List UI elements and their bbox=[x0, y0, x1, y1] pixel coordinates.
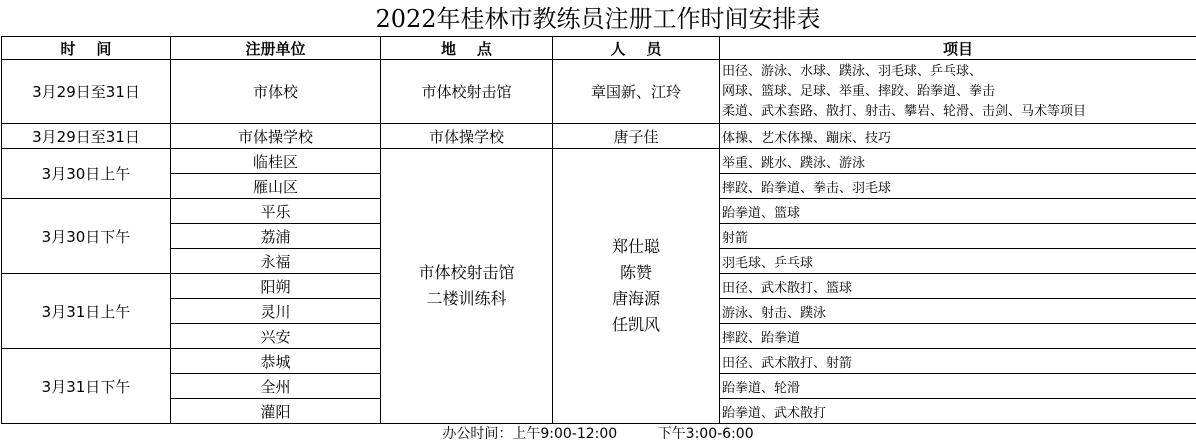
table-row bbox=[2, 149, 1196, 174]
location-cell: 市体操学校 bbox=[381, 124, 553, 149]
items-cell: 射箭 bbox=[720, 224, 1196, 249]
header-time: 时 间 bbox=[2, 37, 171, 60]
items-cell bbox=[720, 60, 1196, 124]
header-people: 人 员 bbox=[553, 37, 720, 60]
unit-cell: 临桂区 bbox=[171, 149, 381, 174]
items-cell: 跆拳道、篮球 bbox=[720, 199, 1196, 224]
people-cell: 章国新、江玲 bbox=[553, 60, 720, 124]
office-hours-morning: 办公时间：上午9:00-12:00 bbox=[442, 426, 618, 442]
person-name: 唐海源 bbox=[611, 289, 660, 308]
table-row bbox=[2, 60, 1196, 124]
unit-cell: 兴安 bbox=[171, 324, 381, 349]
person-name: 陈赞 bbox=[619, 263, 652, 282]
header-items: 项目 bbox=[720, 37, 1196, 60]
unit-cell: 平乐 bbox=[171, 199, 381, 224]
unit-cell: 恭城 bbox=[171, 349, 381, 374]
items-line: 柔道、武术套路、散打、射击、攀岩、轮滑、击剑、马术等项目 bbox=[722, 103, 1087, 119]
items-line: 田径、游泳、水球、蹼泳、羽毛球、乒乓球、 bbox=[722, 63, 983, 79]
shared-people-cell bbox=[553, 149, 720, 424]
table-row bbox=[2, 124, 1196, 149]
time-cell: 3月31日上午 bbox=[2, 274, 171, 349]
person-name: 郑仕聪 bbox=[611, 237, 660, 256]
items-cell: 举重、跳水、蹼泳、游泳 bbox=[720, 149, 1196, 174]
shared-location-cell bbox=[381, 149, 553, 424]
items-cell: 田径、武术散打、篮球 bbox=[720, 274, 1196, 299]
items-cell: 体操、艺术体操、蹦床、技巧 bbox=[720, 124, 1196, 149]
time-cell: 3月29日至31日 bbox=[2, 124, 171, 149]
unit-cell: 全州 bbox=[171, 374, 381, 399]
unit-cell: 市体校 bbox=[171, 60, 381, 124]
people-cell: 唐子佳 bbox=[553, 124, 720, 149]
unit-cell: 灵川 bbox=[171, 299, 381, 324]
schedule-table bbox=[1, 36, 1196, 424]
header-row bbox=[2, 37, 1196, 60]
unit-cell: 永福 bbox=[171, 249, 381, 274]
time-cell: 3月31日下午 bbox=[2, 349, 171, 424]
time-cell: 3月30日上午 bbox=[2, 149, 171, 199]
items-cell: 游泳、射击、蹼泳 bbox=[720, 299, 1196, 324]
person-name: 任凯风 bbox=[611, 315, 660, 334]
location-line: 市体校射击馆 bbox=[418, 263, 515, 282]
office-hours-footer bbox=[0, 425, 1196, 444]
location-line: 二楼训练科 bbox=[426, 289, 507, 308]
unit-cell: 市体操学校 bbox=[171, 124, 381, 149]
page-title: 2022年桂林市教练员注册工作时间安排表 bbox=[375, 5, 821, 33]
items-cell: 摔跤、跆拳道 bbox=[720, 324, 1196, 349]
office-hours-afternoon: 下午3:00-6:00 bbox=[657, 426, 754, 442]
items-cell: 田径、武术散打、射箭 bbox=[720, 349, 1196, 374]
unit-cell: 雁山区 bbox=[171, 174, 381, 199]
location-cell: 市体校射击馆 bbox=[381, 60, 553, 124]
unit-cell: 荔浦 bbox=[171, 224, 381, 249]
items-cell: 摔跤、跆拳道、拳击、羽毛球 bbox=[720, 174, 1196, 199]
header-location: 地 点 bbox=[381, 37, 553, 60]
header-unit: 注册单位 bbox=[171, 37, 381, 60]
unit-cell: 灌阳 bbox=[171, 399, 381, 424]
unit-cell: 阳朔 bbox=[171, 274, 381, 299]
items-cell: 羽毛球、乒乓球 bbox=[720, 249, 1196, 274]
time-cell: 3月30日下午 bbox=[2, 199, 171, 274]
time-cell: 3月29日至31日 bbox=[2, 60, 171, 124]
items-line: 网球、篮球、足球、举重、摔跤、跆拳道、拳击 bbox=[722, 83, 996, 99]
items-cell: 跆拳道、轮滑 bbox=[720, 374, 1196, 399]
items-cell: 跆拳道、武术散打 bbox=[720, 399, 1196, 424]
